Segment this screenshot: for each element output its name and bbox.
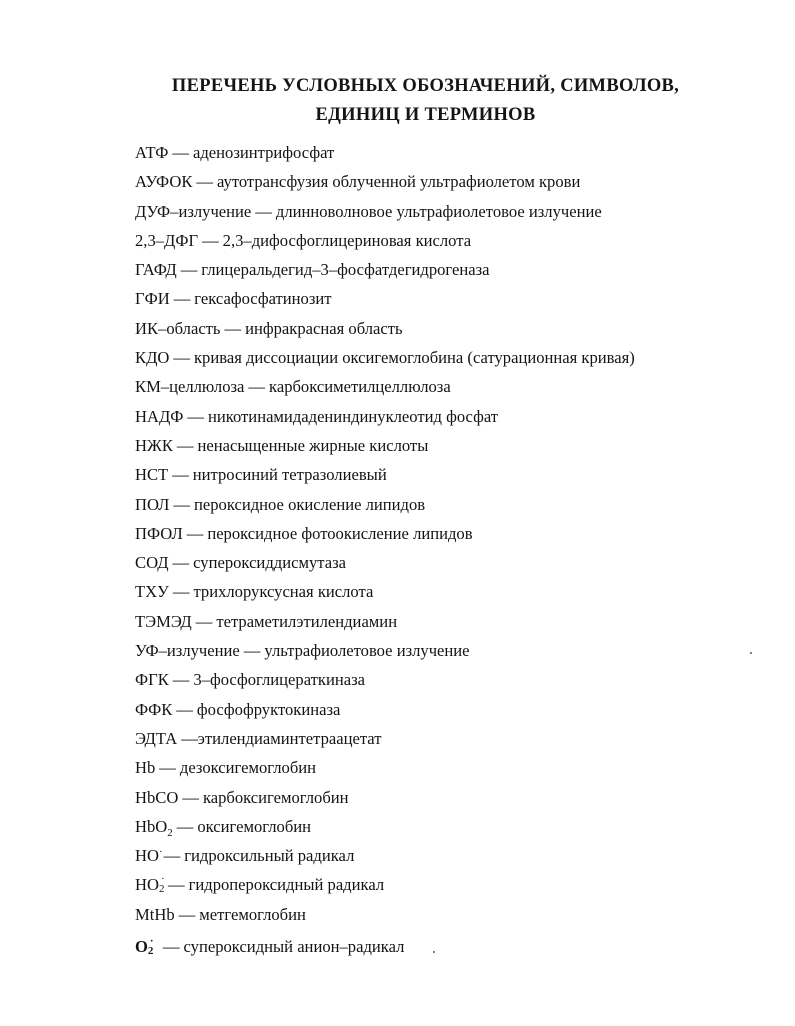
definition: длинноволновое ультрафиолетовое излучение — [275, 201, 602, 221]
abbreviation: O 2 · — [135, 935, 154, 958]
dash: — — [162, 937, 180, 957]
list-item — [135, 519, 635, 548]
definition: супероксиддисмутаза — [193, 553, 346, 573]
definition: тетраметилэтилендиамин — [216, 611, 398, 631]
list-item — [135, 490, 635, 519]
abbreviation: Hb — [135, 758, 156, 778]
dash: — — [196, 172, 213, 192]
definition: глицеральдегид–3–фосфатдегидрогеназа — [201, 260, 490, 280]
abbreviation: ТЭМЭД — [135, 611, 192, 631]
abbreviation: НАДФ — [135, 406, 184, 426]
dash: — — [180, 260, 198, 280]
dash: — — [248, 377, 266, 397]
definition: карбоксиметилцеллюлоза — [269, 377, 451, 397]
dash: — — [173, 348, 190, 368]
list-item — [135, 138, 635, 167]
title-line-2: ЕДИНИЦ И ТЕРМИНОВ — [315, 104, 536, 125]
list-item — [135, 431, 635, 460]
dash: — — [224, 318, 242, 338]
list-item — [135, 460, 635, 489]
abbreviation: HbCO — [135, 787, 179, 807]
abbreviation: HO 2 · — [135, 873, 165, 896]
list-item — [135, 284, 635, 313]
abbreviation: ДУФ–излучение — [135, 201, 252, 221]
list-item — [135, 314, 635, 343]
definition: этилендиаминтетраацетат — [197, 728, 382, 748]
dash: — — [172, 143, 189, 162]
dash: — — [195, 611, 213, 631]
definition: оксигемоглобин — [197, 816, 312, 836]
scan-speck — [433, 951, 435, 953]
abbreviation: СОД — [135, 553, 169, 573]
list-item — [135, 636, 635, 665]
abbreviation: ПФОЛ — [135, 523, 183, 543]
abbreviation-list — [135, 138, 635, 961]
list-item — [135, 226, 635, 255]
dash: — — [163, 846, 181, 866]
definition: гидропероксидный радикал — [188, 875, 385, 895]
abbreviation: ПОЛ — [135, 494, 170, 514]
definition: аутотрансфузия облученной ультрафиолетом крови — [217, 172, 581, 192]
definition: метгемоглобин — [199, 904, 306, 924]
list-item — [135, 167, 635, 196]
list-item — [135, 372, 635, 401]
definition: гидроксильный радикал — [184, 846, 355, 866]
abbreviation: ФГК — [135, 670, 169, 690]
list-item — [135, 870, 635, 899]
dash: — — [202, 230, 219, 250]
abbreviation: КДО — [135, 348, 170, 368]
definition: ультрафиолетовое излучение — [264, 641, 470, 661]
abbreviation: АУФОК — [135, 172, 193, 192]
definition: ненасыщенные жирные кислоты — [197, 435, 429, 455]
definition: аденозинтрифосфат — [193, 143, 335, 162]
list-item — [135, 753, 635, 782]
list-item — [135, 577, 635, 606]
definition: никотинамидадениндинуклеотид фосфат — [208, 406, 499, 426]
scan-speck — [750, 652, 752, 654]
dash: — — [181, 728, 198, 748]
dash: — — [186, 523, 204, 543]
dash: — — [182, 787, 199, 807]
dash: — — [243, 641, 261, 661]
abbreviation: ИК–область — [135, 318, 221, 338]
list-item — [135, 255, 635, 284]
dash: — — [178, 904, 196, 924]
dash: — — [176, 699, 193, 719]
dash: — — [176, 435, 194, 455]
list-item — [135, 900, 635, 929]
abbreviation: HO· — [135, 846, 163, 866]
list-item — [135, 548, 635, 577]
title-line-1: ПЕРЕЧЕНЬ УСЛОВНЫХ ОБОЗНАЧЕНИЙ, СИМВОЛОВ, — [171, 76, 680, 96]
definition: супероксидный анион–радикал — [183, 937, 405, 957]
list-item — [135, 841, 635, 870]
abbreviation: MtHb — [135, 904, 175, 924]
definition: гексафосфатинозит — [194, 289, 332, 309]
definition: трихлоруксусная кислота — [193, 582, 374, 602]
list-item — [135, 197, 635, 226]
dash: — — [173, 494, 190, 514]
definition: фосфофруктокиназа — [196, 699, 341, 719]
dash: — — [173, 289, 191, 309]
dash: — — [167, 875, 185, 895]
dash: — — [255, 201, 272, 221]
definition: 2,3–дифосфоглицериновая кислота — [222, 230, 472, 250]
dash: — — [172, 582, 190, 602]
page-title — [0, 72, 795, 129]
definition: инфракрасная область — [245, 318, 403, 338]
abbreviation: HbO$_2$ — [135, 816, 173, 839]
abbreviation: КМ–целлюлоза — [135, 377, 245, 397]
abbreviation: ФФК — [135, 699, 173, 719]
abbreviation: УФ–излучение — [135, 641, 240, 661]
list-item — [135, 812, 635, 841]
abbreviation: ГАФД — [135, 260, 177, 280]
list-item — [135, 665, 635, 694]
dash: — — [159, 758, 176, 778]
abbreviation: НСТ — [135, 465, 169, 485]
list-item — [135, 724, 635, 753]
abbreviation: ЭДТА — [135, 728, 178, 748]
definition: дезоксигемоглобин — [179, 758, 317, 778]
definition: 3–фосфоглицераткиназа — [193, 670, 366, 690]
definition: пероксидное фотоокисление липидов — [207, 523, 473, 543]
dash: — — [172, 553, 190, 573]
abbreviation: 2,3–ДФГ — [135, 230, 199, 250]
dash: — — [172, 670, 190, 690]
list-item — [135, 932, 635, 961]
definition: пероксидное окисление липидов — [194, 494, 426, 514]
definition: карбоксигемоглобин — [202, 787, 349, 807]
list-item — [135, 783, 635, 812]
list-item — [135, 607, 635, 636]
list-item — [135, 402, 635, 431]
abbreviation: ГФИ — [135, 289, 170, 309]
list-item — [135, 695, 635, 724]
dash: — — [187, 406, 204, 426]
abbreviation: ТХУ — [135, 582, 169, 602]
dash: — — [172, 465, 189, 485]
definition: нитросиний тетразолиевый — [192, 465, 387, 485]
dash: — — [176, 816, 194, 836]
definition: кривая диссоциации оксигемоглобина (сатурационная кривая) — [193, 348, 635, 368]
list-item — [135, 343, 635, 372]
abbreviation: АТФ — [135, 143, 169, 162]
abbreviation: НЖК — [135, 435, 173, 455]
